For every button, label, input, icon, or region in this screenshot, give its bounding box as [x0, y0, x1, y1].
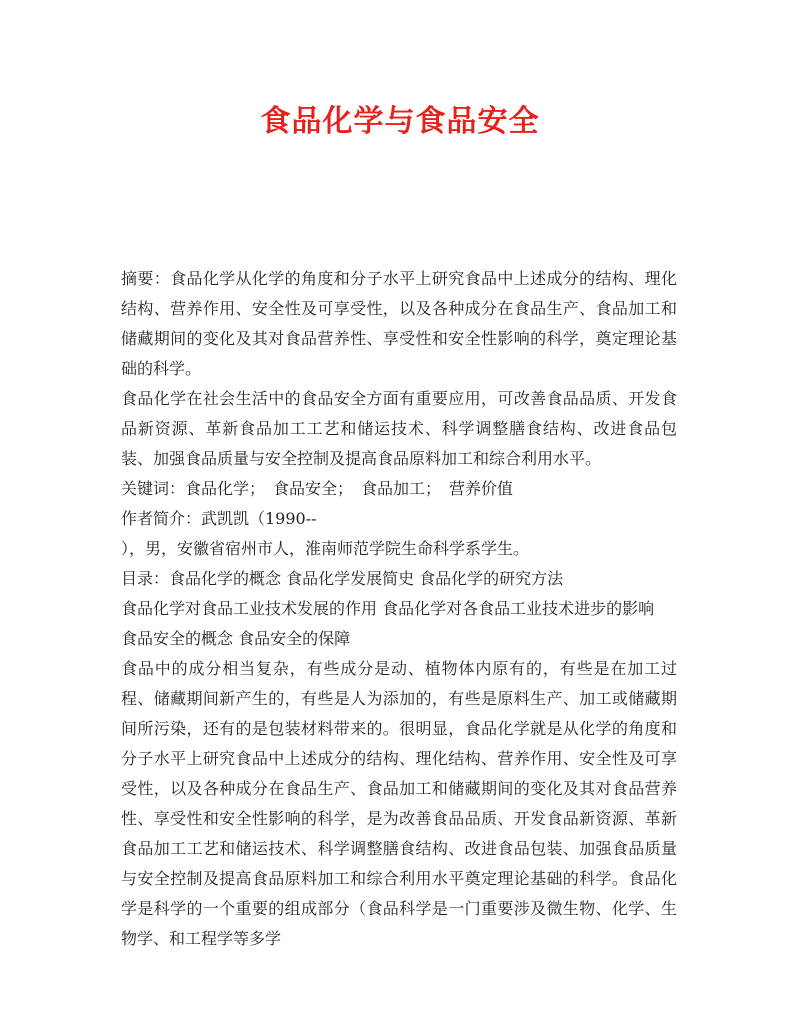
- toc-line-1: 目录：食品化学的概念 食品化学发展简史 食品化学的研究方法: [121, 569, 564, 588]
- author-line: 作者简介：武凯凯（1990--: [121, 509, 317, 528]
- document-title: 食品化学与食品安全: [260, 104, 540, 139]
- application-paragraph: 食品化学在社会生活中的食品安全方面有重要应用，可改善食品品质、开发食品新资源、革新食品加工工艺和储运技术、科学调整膳食结构、改进食品包装、加强食品质量与安全控制及提高食品原料加工和综合利用水平。: [121, 389, 677, 468]
- toc-line-2: 食品化学对食品工业技术发展的作用 食品化学对各食品工业技术进步的影响: [121, 599, 655, 618]
- abstract-paragraph: 摘要：食品化学从化学的角度和分子水平上研究食品中上述成分的结构、理化结构、营养作用、安全性及可享受性，以及各种成分在食品生产、食品加工和储藏期间的变化及其对食品营养性、享受性和安全性影响的科学，奠定理论基础的科学。: [121, 269, 677, 378]
- document-body: [121, 264, 677, 954]
- body-paragraph: 食品中的成分相当复杂，有些成分是动、植物体内原有的，有些是在加工过程、储藏期间新产生的，有些是人为添加的，有些是原料生产、加工或储藏期间所污染，还有的是包装材料带来的。很明显，食品化学就是从化学的角度和分子水平上研究食品中上述成分的结构、理化结构、营养作用、安全性及可享受性，以及各种成分在食品生产、食品加工和储藏期间的变化及其对食品营养性、享受性和安全性影响的科学，是为改善食品品质、开发食品新资源、革新食品加工工艺和储运技术、科学调整膳食结构、改进食品包装、加强食品质量与安全控制及提高食品原料加工和综合利用水平奠定理论基础的科学。食品化学是科学的一个重要的组成部分（食品科学是一门重要涉及微生物、化学、生物学、和工程学等多学: [121, 659, 677, 948]
- author-detail-line: ），男，安徽省宿州市人，淮南师范学院生命科学系学生。: [121, 539, 530, 558]
- toc-line-3: 食品安全的概念 食品安全的保障: [121, 629, 351, 648]
- keywords-line: 关键词：食品化学； 食品安全； 食品加工； 营养价值: [121, 479, 514, 498]
